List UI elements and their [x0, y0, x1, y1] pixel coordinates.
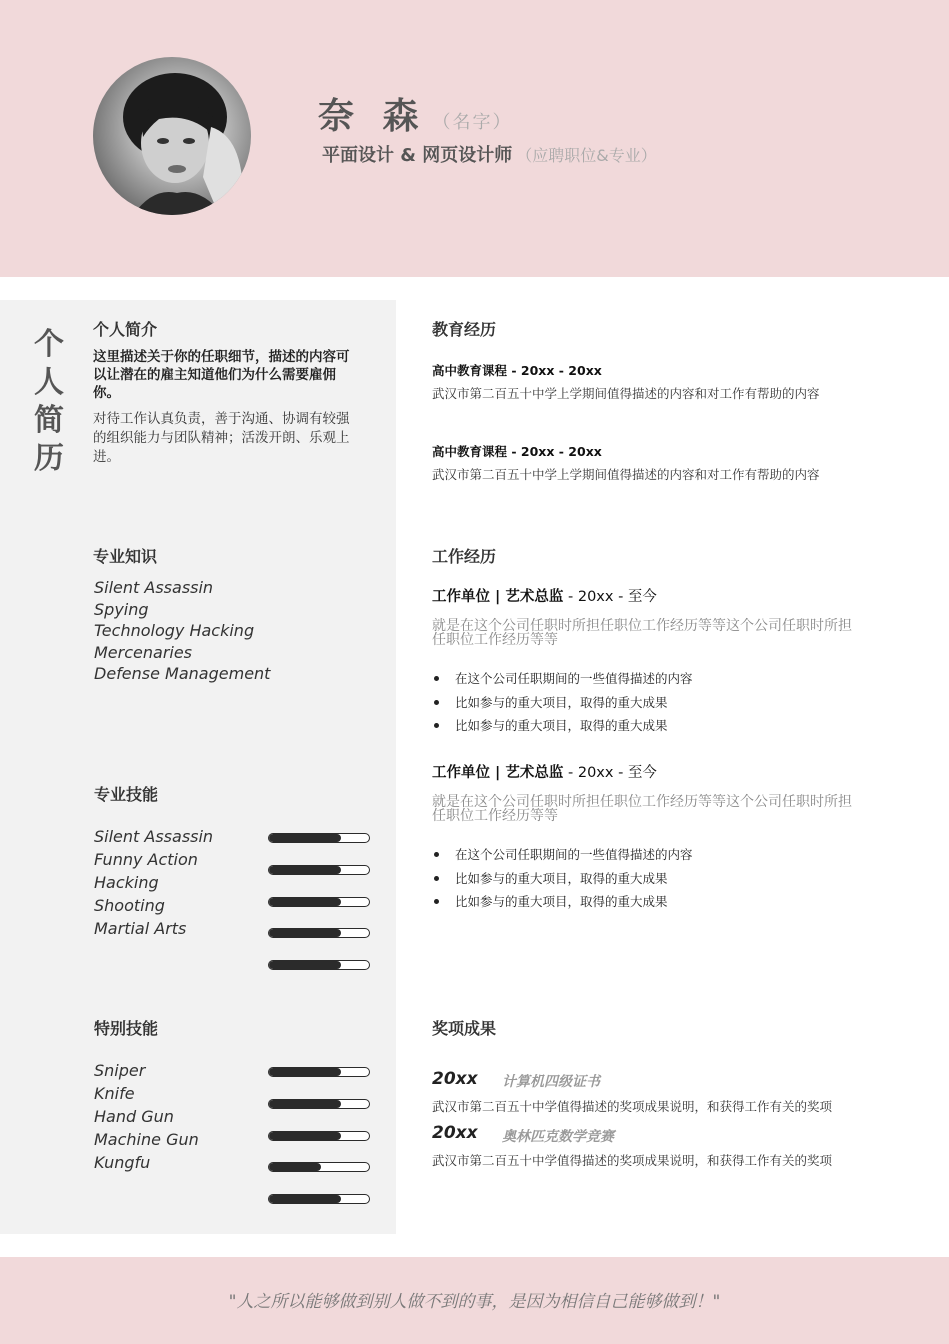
list-item [432, 843, 693, 867]
special-bar-fill [269, 1163, 321, 1171]
list-item: Machine Gun [94, 1130, 199, 1149]
list-item: Spying [94, 599, 149, 619]
bullet-text: 比如参与的重大项目，取得的重大成果 [455, 894, 668, 909]
list-item [432, 714, 693, 738]
title-line [322, 141, 657, 167]
job-desc: 就是在这个公司任职时所担任职位工作经历等等这个公司任职时所担任职位工作经历等等 [432, 618, 852, 648]
list-item: Hacking [94, 873, 159, 892]
skills-list [94, 825, 213, 940]
special-bar-fill [269, 1195, 341, 1203]
skill-bar-fill [269, 961, 341, 969]
bullet-text: 在这个公司任职期间的一些值得描述的内容 [455, 671, 693, 686]
list-item [432, 667, 693, 691]
vertical-title-char: 历 [34, 441, 64, 476]
education-title: 教育经历 [432, 320, 497, 339]
vertical-title-char: 人 [34, 365, 64, 400]
name-line [318, 88, 513, 139]
list-item [432, 890, 693, 914]
vertical-title [34, 326, 64, 478]
skills-title: 专业技能 [94, 785, 159, 804]
job-period: - 20xx - 至今 [563, 589, 657, 605]
skill-bar [268, 833, 370, 843]
list-item: Silent Assassin [94, 827, 214, 846]
job-title-hint: （应聘职位&专业） [516, 146, 657, 165]
award-name: 计算机四级证书 [502, 1074, 600, 1090]
special-bar-fill [269, 1100, 341, 1108]
special-bar [268, 1099, 370, 1109]
awards-title: 奖项成果 [432, 1019, 497, 1038]
job-head [432, 585, 657, 606]
skill-bar-fill [269, 834, 341, 842]
vertical-title-char: 个 [34, 327, 64, 362]
intro-text: 对待工作认真负责，善于沟通、协调有较强的组织能力与团队精神；活泼开朗、乐观上进。 [93, 411, 350, 465]
education-text: 武汉市第二百五十中学上学期间值得描述的内容和对工作有帮助的内容 [432, 386, 820, 401]
knowledge-list [94, 577, 270, 685]
list-item: Kungfu [94, 1153, 151, 1172]
special-bar [268, 1131, 370, 1141]
special-list [94, 1059, 199, 1174]
special-bar [268, 1067, 370, 1077]
job-bullets [432, 667, 693, 738]
education-head: 高中教育课程 - 20xx - 20xx [432, 444, 602, 459]
list-item [432, 691, 693, 715]
avatar [93, 57, 251, 215]
list-item: Technology Hacking [94, 621, 255, 640]
job-head [432, 761, 657, 782]
award-text: 武汉市第二百五十中学值得描述的奖项成果说明，和获得工作有关的奖项 [432, 1099, 833, 1114]
award-year: 20xx [432, 1123, 478, 1143]
list-item: Silent Assassin [94, 578, 214, 597]
list-item: Funny Action [94, 850, 198, 869]
skill-bar [268, 960, 370, 970]
vertical-title-char: 简 [34, 403, 64, 438]
education-head: 高中教育课程 - 20xx - 20xx [432, 363, 602, 378]
skill-bar [268, 865, 370, 875]
award-text: 武汉市第二百五十中学值得描述的奖项成果说明，和获得工作有关的奖项 [432, 1153, 833, 1168]
skill-bar-fill [269, 929, 341, 937]
bullet-text: 比如参与的重大项目，取得的重大成果 [455, 718, 668, 733]
candidate-name: 奈 森 [318, 96, 427, 137]
special-bar [268, 1162, 370, 1172]
job-company: 工作单位 | 艺术总监 [432, 765, 564, 781]
special-title: 特别技能 [94, 1019, 159, 1038]
job-period: - 20xx - 至今 [563, 765, 657, 781]
special-bar-fill [269, 1068, 341, 1076]
list-item: Martial Arts [94, 919, 187, 938]
skill-bar [268, 897, 370, 907]
job-title: 平面设计 & 网页设计师 [322, 145, 513, 166]
skill-bar-fill [269, 866, 341, 874]
intro-bold-text: 这里描述关于你的任职细节，描述的内容可以让潜在的雇主知道他们为什么需要雇佣你。 [93, 349, 350, 401]
bullet-text: 比如参与的重大项目，取得的重大成果 [455, 694, 668, 710]
skill-bar [268, 928, 370, 938]
list-item: Hand Gun [94, 1107, 174, 1126]
list-item [432, 867, 693, 891]
name-hint: （名字） [432, 112, 513, 133]
education-text: 武汉市第二百五十中学上学期间值得描述的内容和对工作有帮助的内容 [432, 467, 820, 482]
bullet-text: 比如参与的重大项目，取得的重大成果 [455, 870, 668, 886]
special-bar-fill [269, 1132, 341, 1140]
special-bar [268, 1194, 370, 1204]
award-year: 20xx [432, 1069, 478, 1089]
job-desc: 就是在这个公司任职时所担任职位工作经历等等这个公司任职时所担任职位工作经历等等 [432, 794, 852, 824]
footer-quote: "人之所以能够做到别人做不到的事，是因为相信自己能够做到！" [228, 1292, 721, 1312]
intro-title: 个人简介 [93, 320, 158, 339]
list-item: Shooting [94, 896, 165, 915]
bullet-text: 在这个公司任职期间的一些值得描述的内容 [455, 847, 693, 862]
skill-bar-fill [269, 898, 341, 906]
job-bullets [432, 843, 693, 914]
list-item: Defense Management [94, 664, 271, 683]
list-item: Knife [94, 1084, 135, 1103]
work-title: 工作经历 [432, 547, 497, 566]
knowledge-title: 专业知识 [93, 547, 158, 566]
list-item: Mercenaries [94, 642, 193, 662]
job-company: 工作单位 | 艺术总监 [432, 589, 564, 605]
list-item: Sniper [94, 1061, 146, 1080]
award-name: 奥林匹克数学竞赛 [502, 1129, 614, 1145]
